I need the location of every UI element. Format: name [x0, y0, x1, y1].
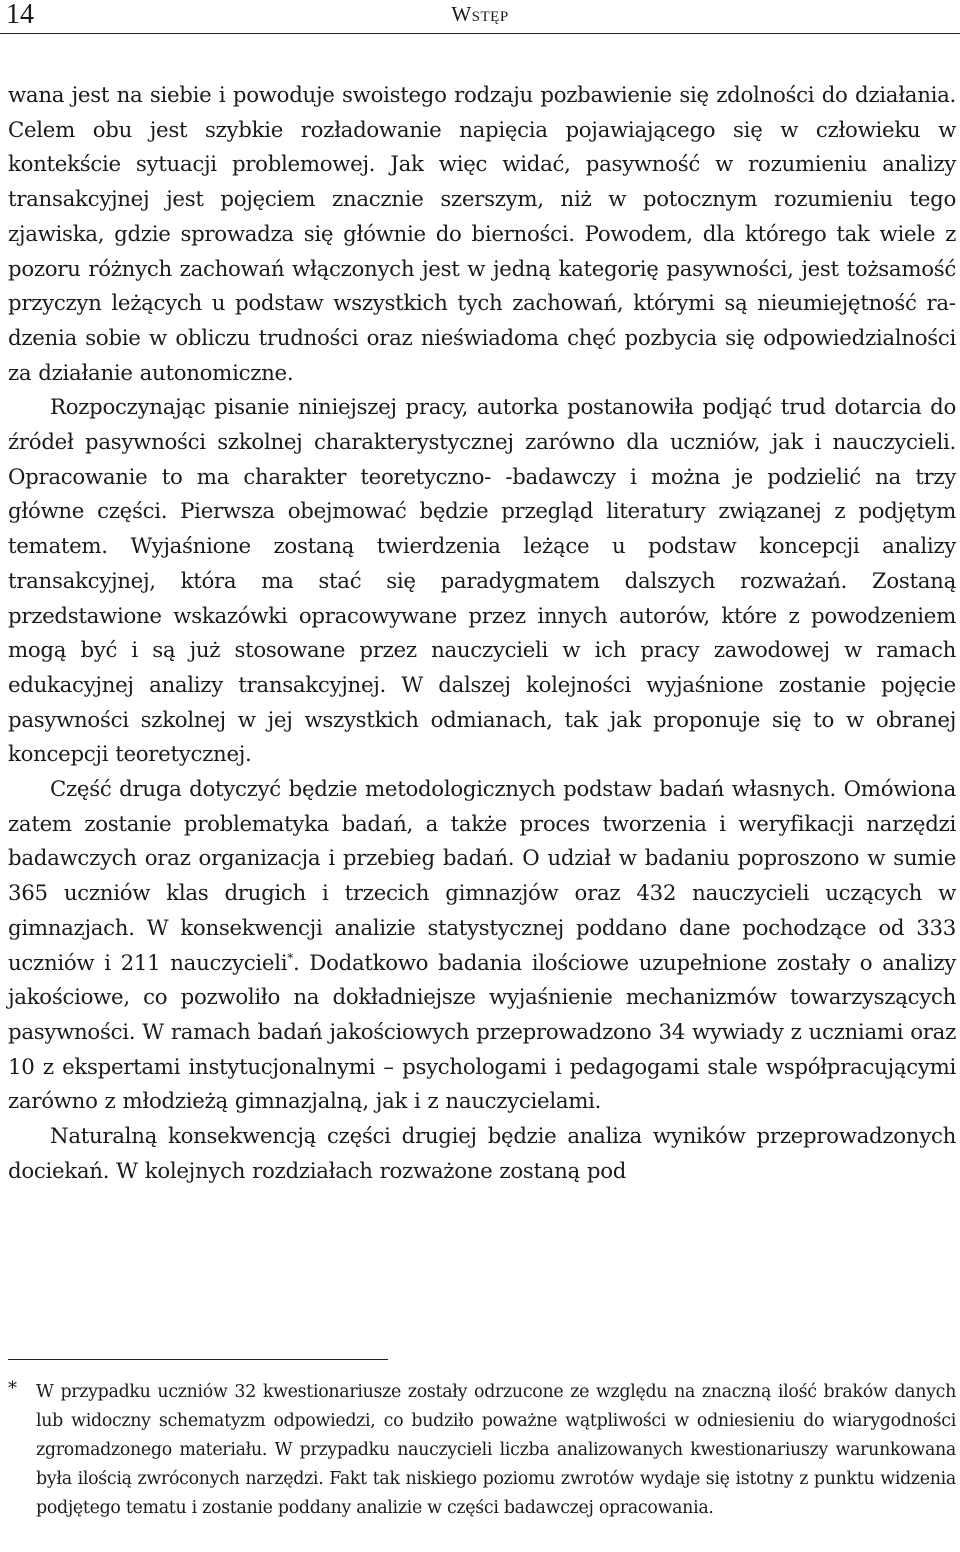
header-rule	[0, 33, 960, 34]
paragraph-4: Naturalną konsekwencją części drugiej będzie analiza wyników przeprowadzonych dociekań. W kolejnych rozdziałach rozważone zostaną pod	[8, 1124, 956, 1184]
footnote	[8, 1378, 956, 1523]
footnote-text: W przypadku uczniów 32 kwestionariusze zostały odrzucone ze względu na znaczną ilość braków danych lub widoczny schematyzm odpowiedzi, co budziło poważne wątpliwości w odniesieniu do wiarygodności zgromadzonego materiału. W przypadku nauczycieli liczba analizowanych kwestionariuszy warunkowana była ilością zwróconych narzędzi. Fakt tak niskiego poziomu zwrotów wydaje się istotny z punktu widzenia podjętego tematu i zostanie poddany analizie w części badawczej opracowania.	[36, 1382, 956, 1519]
body-text	[8, 79, 956, 1190]
footnote-mark: *	[8, 1378, 17, 1399]
paragraph-1: wana jest na siebie i powoduje swoistego rodzaju pozbawienie się zdolności do działania. Celem obu jest szybkie rozładowanie napięcia pojawiającego się w człowieku w kontekście sytuacji problemowej. Jak więc widać, pasywność w rozumieniu analizy transakcyjnej jest pojęciem znacznie szerszym, niż w potocznym rozumieniu tego zjawiska, gdzie sprowadza się głównie do bierności. Powodem, dla którego tak wiele z pozoru różnych zachowań włączonych jest w jedną kategorię pasywności, jest tożsamość przyczyn leżących u podstaw wszystkich tych zachowań, którymi są nieumiejętność radzenia sobie w obliczu trudności oraz nieświadoma chęć pozbycia się odpowiedzialności za działanie autonomiczne.	[8, 83, 956, 386]
paragraph-2: Rozpoczynając pisanie niniejszej pracy, autorka postanowiła podjąć trud dotarcia do źródeł pasywności szkolnej charakterystycznej zarówno dla uczniów, jak i nauczycieli. Opracowanie to ma charakter teoretyczno- -badawczy i można je podzielić na trzy główne części. Pierwsza obejmować będzie przegląd literatury związanej z podjętym tematem. Wyjaśnione zostaną twierdzenia leżące u podstaw koncepcji analizy transakcyjnej, która ma stać się paradygmatem dalszych rozważań. Zostaną przedstawione wskazówki opracowywane przez innych autorów, które z powodzeniem mogą być i są już stosowane przez nauczycieli w ich pracy zawodowej w ramach edukacyjnej analizy transakcyjnej. W dalszej kolejności wyjaśnione zostanie pojęcie pasywności szkolnej w jej wszystkich odmianach, tak jak proponuje się to w obranej koncepcji teoretycznej.	[8, 395, 956, 768]
page-number: 14	[6, 0, 34, 30]
running-head: Wstęp	[451, 2, 509, 26]
footnote-reference: *	[287, 950, 293, 965]
paragraph-3-text: Część druga dotyczyć będzie metodologicznych podstaw badań własnych. Omówiona zatem zostanie problematyka badań, a także proces tworzenia i weryfikacji narzędzi badawczych oraz organizacja i przebieg badań. O udział w badaniu poproszono w sumie 365 uczniów klas drugich i trzecich gimnazjów oraz 432 nauczycieli uczących w gimnazjach. W konsekwencji analizie statystycznej poddano dane pochodzące od 333 uczniów i 211 nauczycieli	[8, 777, 956, 976]
paragraph-3-continued: . Dodatkowo badania ilościowe uzupełnione zostały o analizy jakościowe, co pozwoliło na dokładniejsze wyjaśnienie mechanizmów towarzyszących pasywności. W ramach badań jakościowych przeprowadzono 34 wywiady z uczniami oraz 10 z ekspertami instytucjonalnymi – psychologami i pedagogami stale współpracującymi zarówno z młodzieżą gimnazjalną, jak i z nauczycielami.	[8, 950, 956, 1115]
page-header	[0, 0, 960, 36]
footnote-rule	[8, 1359, 388, 1360]
paragraph-3	[8, 773, 956, 1120]
